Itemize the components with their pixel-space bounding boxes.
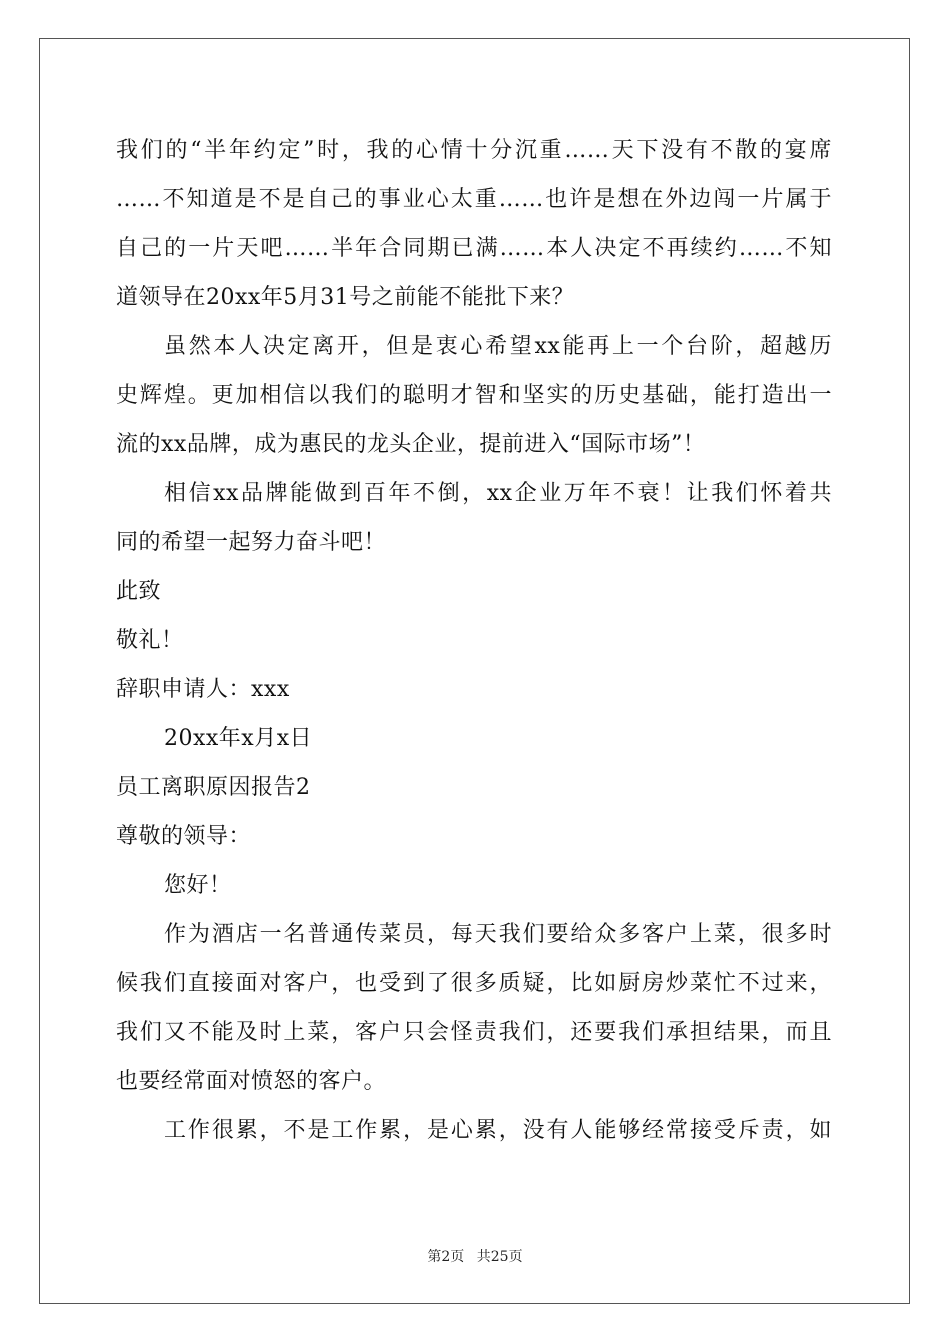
closing-regards: 敬礼！	[116, 628, 184, 653]
text-line: 相信xx品牌能做到百年不倒，xx企业万年不衰！让我们怀着共	[164, 481, 832, 506]
section-title: 员工离职原因报告2	[116, 775, 311, 800]
text-line: 候我们直接面对客户，也受到了很多质疑，比如厨房炒菜忙不过来，	[116, 971, 832, 996]
text-line: 我们的“半年约定”时，我的心情十分沉重……天下没有不散的宴席	[116, 138, 832, 163]
applicant-signature: 辞职申请人：xxx	[116, 677, 290, 702]
text-line: 流的xx品牌，成为惠民的龙头企业，提前进入“国际市场”！	[116, 432, 706, 457]
text-line: 工作很累，不是工作累，是心累，没有人能够经常接受斥责，如	[164, 1118, 832, 1143]
letter-date: 20xx年x月x日	[164, 726, 313, 751]
text-line: 也要经常面对愤怒的客户。	[116, 1069, 387, 1094]
text-line: 自己的一片天吧……半年合同期已满……本人决定不再续约……不知	[116, 236, 832, 261]
page-total: 共25页	[476, 1249, 523, 1265]
greeting: 您好！	[164, 873, 232, 898]
text-line: 虽然本人决定离开，但是衷心希望xx能再上一个台阶，超越历	[164, 334, 832, 359]
salutation: 尊敬的领导：	[116, 824, 252, 849]
text-line: 我们又不能及时上菜，客户只会怪责我们，还要我们承担结果，而且	[116, 1020, 832, 1045]
text-line: 史辉煌。更加相信以我们的聪明才智和坚实的历史基础，能打造出一	[116, 383, 832, 408]
text-line: ……不知道是不是自己的事业心太重……也许是想在外边闯一片属于	[116, 187, 832, 212]
text-line: 道领导在20xx年5月31号之前能不能批下来？	[116, 285, 575, 310]
page-footer	[0, 1246, 950, 1266]
closing-salutation: 此致	[116, 579, 162, 604]
text-line: 同的希望一起努力奋斗吧！	[116, 530, 387, 555]
text-line: 作为酒店一名普通传菜员，每天我们要给众多客户上菜，很多时	[164, 922, 832, 947]
document-body	[116, 126, 832, 1155]
page-number: 第2页	[427, 1249, 465, 1265]
